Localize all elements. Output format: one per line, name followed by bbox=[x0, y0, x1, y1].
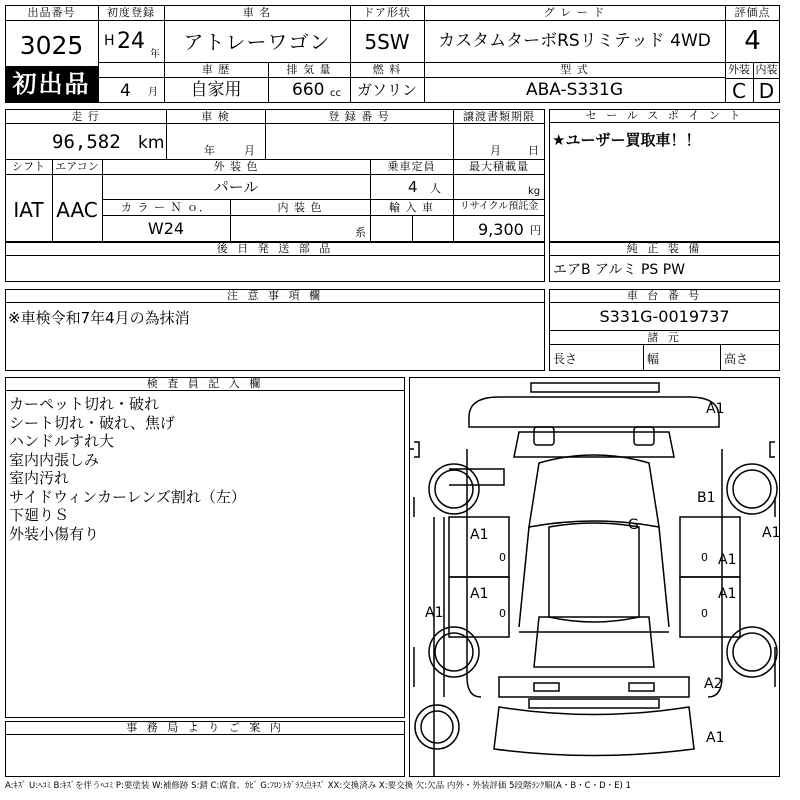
door-label: ドア形状 bbox=[363, 6, 411, 19]
history-label: 車 歴 bbox=[201, 63, 231, 76]
legend: A:ｷｽﾞ U:ﾍｺﾐ B:ｷｽﾞを伴うﾍｺﾐ P:要塗装 W:補修跡 S:錆 C:腐食、ｶﾋﾞ G:ﾌﾛﾝﾄｶﾞﾗｽ点ｷｽﾞ XX:交換済み X:要交換 欠:欠品 内外・外装評価 5段階ﾗﾝｸ順(A・B・C・D・E) 1 bbox=[5, 781, 631, 791]
inspector-note: 室内内張しみ bbox=[9, 450, 100, 469]
era-letter: H bbox=[104, 33, 115, 49]
inspector-note: 室内汚れ bbox=[9, 469, 70, 487]
first-reg-label: 初度登録 bbox=[107, 6, 155, 19]
inspector-note: 外装小傷有り bbox=[9, 524, 100, 543]
inspector-note: 下廻りＳ bbox=[9, 506, 70, 524]
model-code: ABA-S331G bbox=[525, 80, 624, 100]
color-no: W24 bbox=[147, 219, 185, 238]
sales-point-label: セ ー ル ス ポ イ ン ト bbox=[549, 109, 780, 123]
ext-color: パール bbox=[213, 178, 259, 196]
sales-point-box bbox=[549, 109, 780, 242]
damage-front: A1 bbox=[706, 401, 725, 417]
width-label: 幅 bbox=[647, 352, 660, 366]
score: 4 bbox=[744, 26, 761, 56]
inspection-label: 車 検 bbox=[201, 110, 230, 123]
chassis-number: S331G-0019737 bbox=[599, 307, 730, 326]
height-label: 高さ bbox=[724, 352, 749, 366]
inspection-month-unit: 月 bbox=[244, 144, 255, 157]
score-label: 評価点 bbox=[734, 6, 771, 19]
inspector-note: ハンドルすれ大 bbox=[9, 432, 115, 450]
car-name: アトレーワゴン bbox=[183, 30, 331, 54]
recycle-fee: 9,300 bbox=[478, 220, 524, 239]
import-label: 輸 入 車 bbox=[389, 201, 434, 214]
int-color-unit: 系 bbox=[355, 226, 366, 239]
first-reg-month: 4 bbox=[120, 81, 131, 101]
year-unit: 年 bbox=[150, 49, 160, 60]
history: 自家用 bbox=[190, 80, 242, 100]
shift-label: シフト bbox=[12, 160, 45, 173]
car-diagram bbox=[409, 377, 780, 777]
specs-block bbox=[5, 109, 545, 242]
genuine-equip: エアB アルミ PS PW bbox=[553, 262, 686, 278]
aircon-label: エアコン bbox=[55, 160, 99, 173]
damage-rear-quarter: A2 bbox=[704, 676, 723, 692]
mileage-label: 走 行 bbox=[71, 110, 100, 123]
fuel: ガソリン bbox=[356, 81, 417, 99]
max-load-unit: kg bbox=[528, 186, 541, 197]
displacement-unit: cc bbox=[330, 88, 341, 99]
damage-left-edge: A1 bbox=[425, 605, 444, 621]
zero-mark: 0 bbox=[499, 551, 506, 564]
transfer-month-unit: 月 bbox=[490, 144, 501, 157]
damage-left-front-door: A1 bbox=[470, 527, 489, 543]
zero-mark: 0 bbox=[701, 607, 708, 620]
car-name-label: 車 名 bbox=[242, 6, 272, 19]
capacity-unit: 人 bbox=[430, 182, 441, 195]
first-reg-year: 24 bbox=[117, 29, 145, 54]
length-label: 長さ bbox=[553, 352, 578, 366]
mileage-unit: km bbox=[138, 133, 165, 153]
exterior-grade: C bbox=[732, 79, 746, 103]
damage-right-front-door: A1 bbox=[718, 552, 737, 568]
later-parts-label: 後 日 発 送 部 品 bbox=[5, 242, 545, 256]
zero-mark: 0 bbox=[499, 607, 506, 620]
office-label: 事 務 局 よ り ご 案 内 bbox=[5, 721, 405, 735]
displacement: 660 bbox=[292, 80, 325, 100]
grade: カスタムターボRSリミテッド 4WD bbox=[438, 31, 711, 51]
shift: IAT bbox=[13, 198, 44, 222]
fuel-label: 燃 料 bbox=[372, 63, 402, 76]
month-unit: 月 bbox=[148, 87, 158, 98]
first-listing-text: 初出品 bbox=[12, 70, 91, 98]
inspection-year-unit: 年 bbox=[204, 144, 215, 157]
model-code-label: 型 式 bbox=[560, 63, 589, 76]
damage-left-rear-door: A1 bbox=[470, 586, 489, 602]
aircon: AAC bbox=[56, 198, 98, 222]
damage-right-fender: B1 bbox=[697, 490, 716, 506]
interior-grade-label: 内装 bbox=[755, 63, 778, 76]
transfer-day-unit: 日 bbox=[528, 144, 539, 157]
damage-right-rear-door: A1 bbox=[718, 586, 737, 602]
genuine-equip-label: 純 正 装 備 bbox=[549, 242, 780, 256]
damage-rear: A1 bbox=[706, 730, 725, 746]
inspector-label: 検 査 員 記 入 欄 bbox=[5, 377, 405, 391]
notes-label: 注 意 事 項 欄 bbox=[5, 289, 545, 303]
damage-windshield: G bbox=[628, 517, 639, 533]
recycle-label: リサイクル預託金 bbox=[459, 201, 539, 212]
ext-color-label: 外 装 色 bbox=[213, 160, 259, 173]
note: ※車検令和7年4月の為抹消 bbox=[8, 309, 190, 327]
capacity: 4 bbox=[408, 178, 418, 196]
chassis-label: 車 台 番 号 bbox=[549, 289, 780, 303]
color-no-label: カ ラ ー Ｎ ｏ． bbox=[121, 201, 211, 214]
reg-no-label: 登 録 番 号 bbox=[328, 110, 390, 123]
inspector-note: シート切れ・破れ、焦げ bbox=[9, 413, 175, 432]
door-type: 5SW bbox=[364, 30, 410, 54]
dimensions-label: 諸 元 bbox=[549, 331, 780, 345]
zero-mark: 0 bbox=[701, 551, 708, 564]
inspector-notes bbox=[9, 395, 246, 543]
displacement-label: 排 気 量 bbox=[286, 63, 332, 76]
sales-point: ★ユーザー買取車！！ bbox=[552, 131, 701, 149]
inspector-note: サイドウィンカーレンズ割れ（左） bbox=[9, 487, 246, 506]
interior-grade: D bbox=[758, 79, 775, 103]
recycle-unit: 円 bbox=[530, 224, 541, 237]
grade-label: グ レ ー ド bbox=[543, 6, 606, 19]
int-color-label: 内 装 色 bbox=[277, 201, 323, 214]
lot-number-label: 出品番号 bbox=[27, 6, 76, 19]
lot-number: 3025 bbox=[19, 31, 84, 60]
inspector-note: カーペット切れ・破れ bbox=[9, 395, 160, 413]
mileage: 96,582 bbox=[52, 131, 121, 153]
max-load-label: 最大積載量 bbox=[469, 160, 529, 173]
transfer-doc-label: 譲渡書類期限 bbox=[463, 110, 535, 123]
exterior-grade-label: 外装 bbox=[728, 63, 750, 76]
damage-right-edge: A1 bbox=[762, 525, 781, 541]
capacity-label: 乗車定員 bbox=[387, 160, 436, 173]
